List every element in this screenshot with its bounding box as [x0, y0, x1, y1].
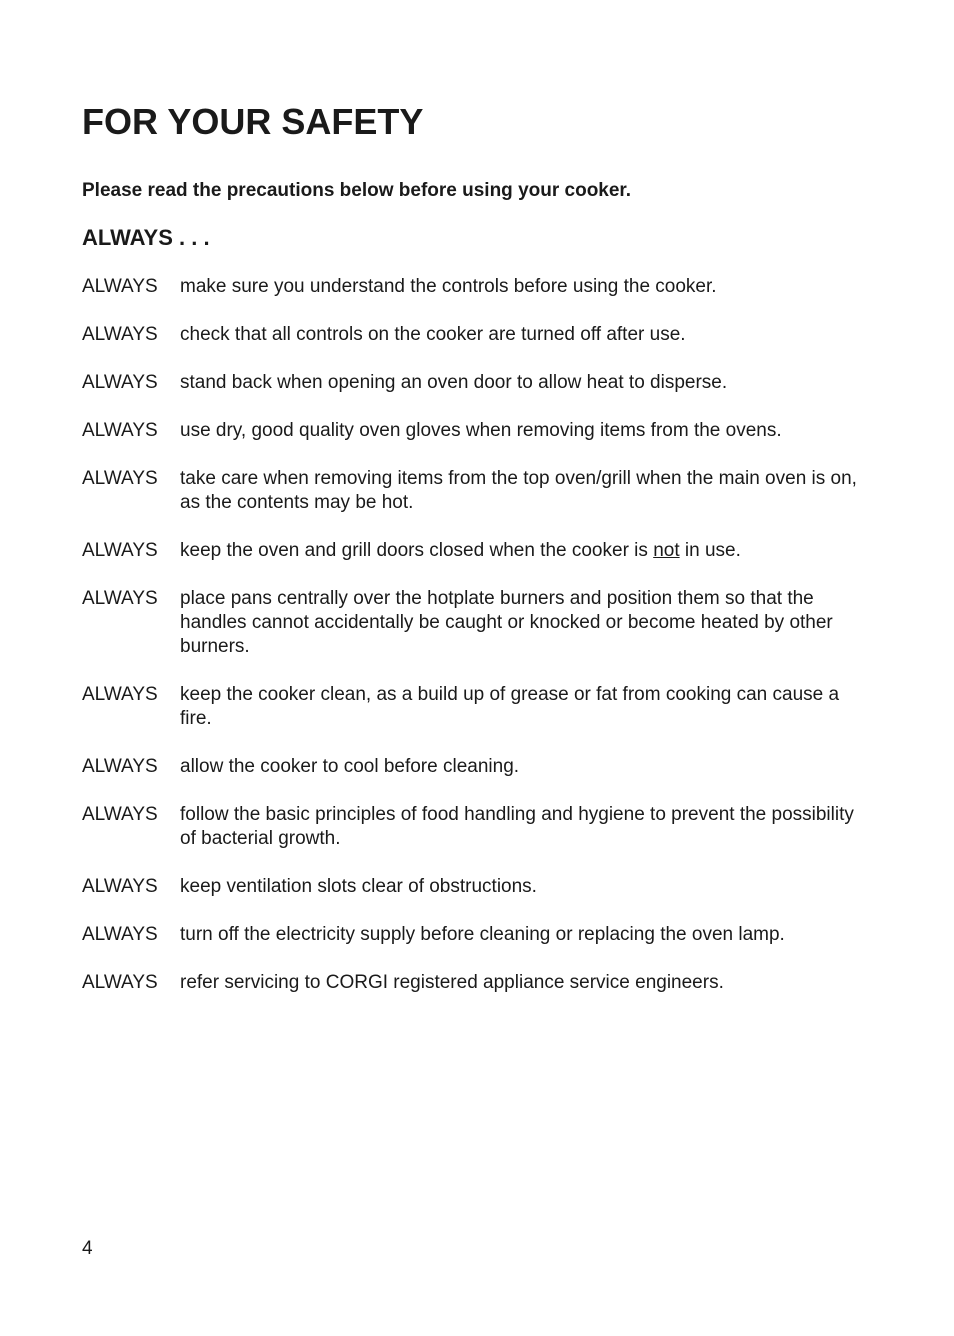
- rule-text: keep the cooker clean, as a build up of grease or fat from cooking can cause a fire.: [180, 684, 840, 729]
- list-item: [82, 323, 872, 347]
- page-number: 4: [82, 1238, 93, 1259]
- list-item: [82, 755, 872, 779]
- rule-label: ALWAYS: [82, 372, 158, 393]
- rule-text: refer servicing to CORGI registered appliance service engineers.: [180, 972, 724, 993]
- rule-text: allow the cooker to cool before cleaning.: [180, 756, 520, 777]
- rule-label: ALWAYS: [82, 804, 158, 825]
- rule-text-after: in use.: [679, 540, 741, 561]
- list-item: [82, 371, 872, 395]
- list-item: [82, 539, 872, 563]
- list-item: [82, 803, 872, 851]
- list-item: [82, 923, 872, 947]
- rule-label: ALWAYS: [82, 756, 158, 777]
- rule-label: ALWAYS: [82, 924, 158, 945]
- rule-label: ALWAYS: [82, 420, 158, 441]
- rule-text: use dry, good quality oven gloves when removing items from the ovens.: [180, 420, 782, 441]
- list-item: [82, 419, 872, 443]
- rule-text: [180, 539, 872, 563]
- rule-label: ALWAYS: [82, 684, 158, 705]
- rule-text: follow the basic principles of food handling and hygiene to prevent the possibility of bacterial growth.: [180, 804, 854, 849]
- rule-label: ALWAYS: [82, 540, 158, 561]
- list-item: [82, 875, 872, 899]
- rule-label: ALWAYS: [82, 588, 158, 609]
- rule-label: ALWAYS: [82, 876, 158, 897]
- safety-rules-list: [82, 275, 872, 1019]
- list-item: [82, 683, 872, 731]
- rule-label: ALWAYS: [82, 972, 158, 993]
- rule-text: turn off the electricity supply before cleaning or replacing the oven lamp.: [180, 924, 785, 945]
- section-heading-always: ALWAYS . . .: [82, 225, 210, 250]
- rule-text: make sure you understand the controls before using the cooker.: [180, 276, 717, 297]
- list-item: [82, 275, 872, 299]
- rule-label: ALWAYS: [82, 468, 158, 489]
- rule-text: keep ventilation slots clear of obstructions.: [180, 876, 537, 897]
- rule-label: ALWAYS: [82, 276, 158, 297]
- list-item: [82, 587, 872, 659]
- rule-label: ALWAYS: [82, 324, 158, 345]
- rule-text-emphasis: not: [653, 540, 680, 561]
- rule-text-before: keep the oven and grill doors closed when the cooker is: [180, 540, 654, 561]
- rule-text: check that all controls on the cooker are turned off after use.: [180, 324, 686, 345]
- rule-text: stand back when opening an oven door to allow heat to disperse.: [180, 372, 728, 393]
- page-title: FOR YOUR SAFETY: [82, 101, 424, 142]
- list-item: [82, 467, 872, 515]
- rule-text: take care when removing items from the top oven/grill when the main oven is on, as the contents may be hot.: [180, 468, 857, 513]
- list-item: [82, 971, 872, 995]
- intro-text: Please read the precautions below before using your cooker.: [82, 180, 632, 201]
- rule-text: place pans centrally over the hotplate burners and position them so that the handles cannot accidentally be caught or knocked or become heated by other burners.: [180, 588, 833, 657]
